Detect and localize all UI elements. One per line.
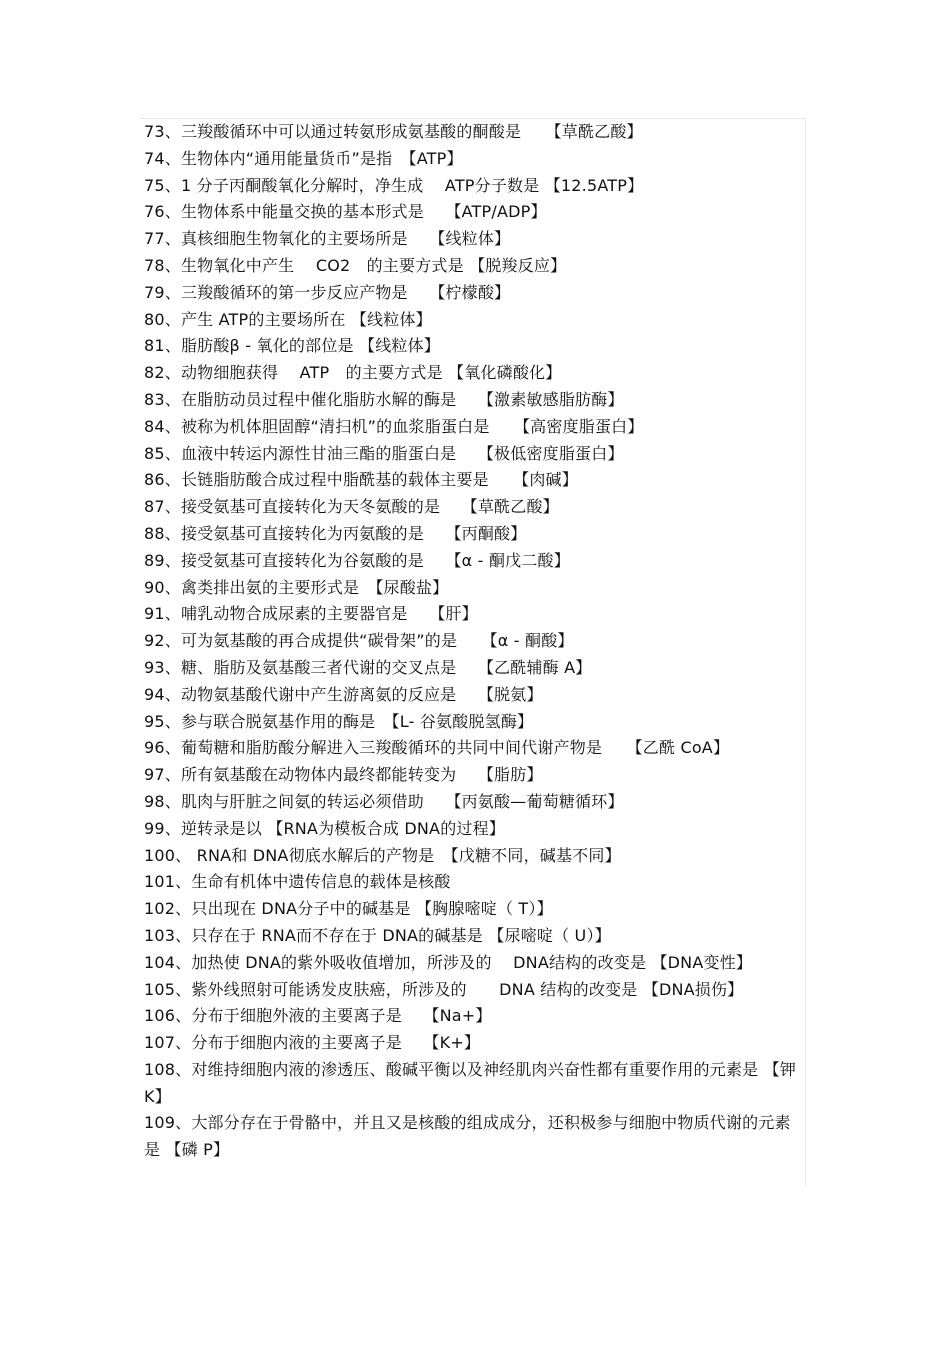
question-line-78: 78、生物氧化中产生 CO2 的主要方式是 【脱羧反应】 — [144, 255, 567, 275]
question-line-95: 95、参与联合脱氨基作用的酶是 【L- 谷氨酸脱氢酶】 — [144, 711, 534, 731]
question-line-77: 77、真核细胞生物氧化的主要场所是 【线粒体】 — [144, 229, 511, 249]
question-line-91: 91、哺乳动物合成尿素的主要器官是 【肝】 — [144, 604, 478, 624]
question-line-102: 102、只出现在 DNA分子中的碱基是 【胸腺嘧啶（ T）】 — [144, 899, 553, 919]
question-line-103: 103、只存在于 RNA而不存在于 DNA的碱基是 【尿嘧啶（ U）】 — [144, 925, 611, 945]
question-line-98: 98、肌肉与肝脏之间氨的转运必须借助 【丙氨酸—葡萄糖循环】 — [144, 791, 624, 811]
question-line-88: 88、接受氨基可直接转化为丙氨酸的是 【丙酮酸】 — [144, 523, 527, 543]
question-list — [144, 119, 804, 1164]
question-line-97: 97、所有氨基酸在动物体内最终都能转变为 【脂肪】 — [144, 765, 543, 785]
question-line-74: 74、生物体内“通用能量货币”是指 【ATP】 — [144, 148, 463, 168]
question-line-87: 87、接受氨基可直接转化为天冬氨酸的是 【草酰乙酸】 — [144, 497, 559, 517]
question-line-101: 101、生命有机体中遗传信息的载体是核酸 — [144, 872, 451, 892]
question-line-107: 107、分布于细胞内液的主要离子是 【K+】 — [144, 1033, 481, 1053]
question-line-82: 82、动物细胞获得 ATP 的主要方式是 【氧化磷酸化】 — [144, 363, 562, 383]
question-line-86: 86、长链脂肪酸合成过程中脂酰基的载体主要是 【肉碱】 — [144, 470, 578, 490]
question-line-80: 80、产生 ATP的主要场所在 【线粒体】 — [144, 309, 432, 329]
question-line-92: 92、可为氨基酸的再合成提供“碳骨架”的是 【α - 酮酸】 — [144, 631, 574, 651]
question-line-76: 76、生物体系中能量交换的基本形式是 【ATP/ADP】 — [144, 202, 547, 222]
question-line-94: 94、动物氨基酸代谢中产生游离氨的反应是 【脱氨】 — [144, 684, 543, 704]
question-line-105: 105、紫外线照射可能诱发皮肤癌，所涉及的 DNA 结构的改变是 【DNA损伤】 — [144, 979, 744, 999]
question-line-93: 93、糖、脂肪及氨基酸三者代谢的交叉点是 【乙酰辅酶 A】 — [144, 657, 592, 677]
question-line-96: 96、葡萄糖和脂肪酸分解进入三羧酸循环的共同中间代谢产物是 【乙酰 CoA】 — [144, 738, 730, 758]
question-line-81: 81、脂肪酸β - 氧化的部位是 【线粒体】 — [144, 336, 441, 356]
question-line-89: 89、接受氨基可直接转化为谷氨酸的是 【α - 酮戊二酸】 — [144, 550, 570, 570]
question-line-99: 99、逆转录是以 【RNA为模板合成 DNA的过程】 — [144, 818, 505, 838]
question-line-108: 108、对维持细胞内液的渗透压、酸碱平衡以及神经肌肉兴奋性都有重要作用的元素是 【钾 K】 — [144, 1059, 797, 1106]
question-line-83: 83、在脂肪动员过程中催化脂肪水解的酶是 【激素敏感脂肪酶】 — [144, 389, 624, 409]
question-line-75: 75、1 分子丙酮酸氧化分解时，净生成 ATP分子数是 【12.5ATP】 — [144, 175, 644, 195]
question-line-90: 90、禽类排出氨的主要形式是 【尿酸盐】 — [144, 577, 449, 597]
question-line-73: 73、三羧酸循环中可以通过转氨形成氨基酸的酮酸是 【草酰乙酸】 — [144, 122, 643, 141]
question-line-84: 84、被称为机体胆固醇“清扫机”的血浆脂蛋白是 【高密度脂蛋白】 — [144, 416, 644, 436]
question-line-100: 100、 RNA和 DNA彻底水解后的产物是 【戊糖不同，碱基不同】 — [144, 845, 621, 865]
question-line-85: 85、血液中转运内源性甘油三酯的脂蛋白是 【极低密度脂蛋白】 — [144, 443, 624, 463]
question-line-79: 79、三羧酸循环的第一步反应产物是 【柠檬酸】 — [144, 282, 511, 302]
question-line-106: 106、分布于细胞外液的主要离子是 【Na+】 — [144, 1006, 492, 1026]
question-line-109: 109、大部分存在于骨骼中，并且又是核酸的组成成分，还积极参与细胞中物质代谢的元素是 【磷 P】 — [144, 1113, 791, 1160]
question-line-104: 104、加热使 DNA的紫外吸收值增加，所涉及的 DNA结构的改变是 【DNA变性】 — [144, 952, 753, 972]
